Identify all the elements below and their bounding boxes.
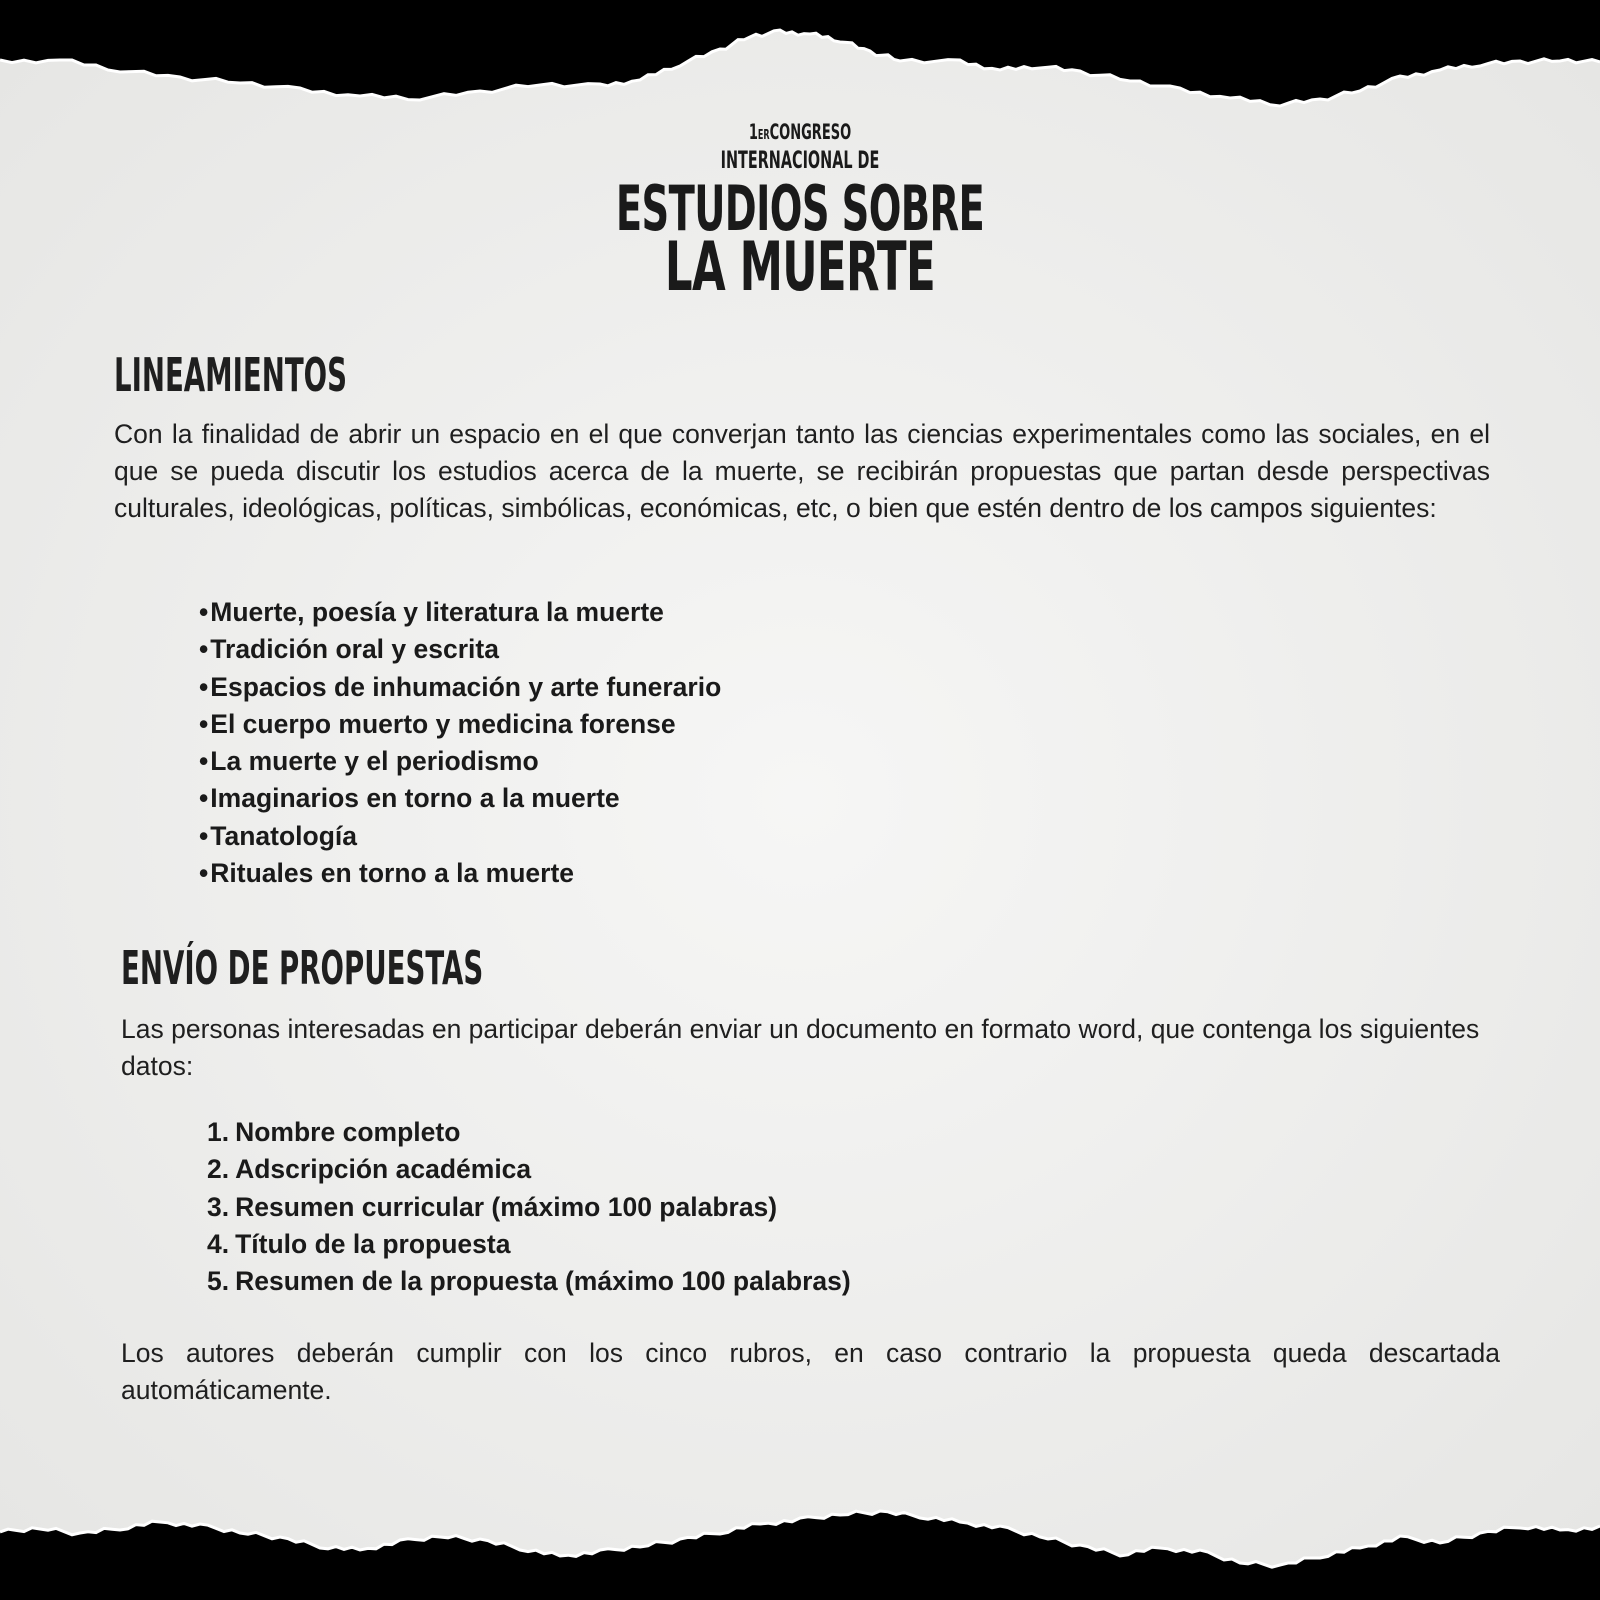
item-text: Título de la propuesta: [235, 1228, 511, 1259]
list-item: [207, 1114, 851, 1151]
list-item: [207, 1263, 851, 1300]
logo-congreso: [304, 122, 1296, 143]
bullet-icon: •: [199, 671, 209, 702]
required-data-list: [207, 1114, 851, 1300]
list-item: [199, 780, 721, 817]
topic-text: Imaginarios en torno a la muerte: [210, 783, 620, 814]
topic-text: La muerte y el periodismo: [210, 746, 539, 777]
topic-text: El cuerpo muerto y medicina forense: [210, 708, 676, 739]
bullet-icon: •: [199, 597, 209, 627]
logo-internacional: INTERNACIONAL DE: [720, 146, 880, 174]
bullet-icon: •: [199, 634, 209, 665]
item-number: 5.: [207, 1266, 230, 1297]
bullet-icon: •: [199, 783, 209, 814]
list-item: [199, 818, 721, 855]
item-text: Nombre completo: [235, 1117, 461, 1147]
topic-text: Tradición oral y escrita: [210, 634, 499, 665]
closing-paragraph: Los autores deberán cumplir con los cinco rubros, en caso contrario la propuesta queda descartada automáticamente.: [121, 1338, 1500, 1405]
topic-text: Rituales en torno a la muerte: [210, 858, 575, 889]
topics-list: [199, 594, 721, 892]
list-item: [199, 631, 721, 668]
logo-ordinal-suffix: ER: [757, 128, 770, 143]
list-item: [207, 1226, 851, 1263]
item-number: 3.: [207, 1191, 230, 1222]
item-number: 1.: [207, 1117, 230, 1147]
logo-ordinal: 1: [748, 120, 758, 144]
bullet-icon: •: [199, 708, 209, 739]
list-item: [207, 1151, 851, 1188]
list-item: [199, 669, 721, 706]
logo-estudios-sobre: ESTUDIOS SOBRE: [615, 172, 985, 245]
bullet-icon: •: [199, 858, 209, 889]
logo-la-muerte: LA MUERTE: [664, 228, 936, 307]
item-text: Adscripción académica: [235, 1154, 532, 1185]
bullet-icon: •: [199, 746, 209, 777]
list-item: [199, 855, 721, 892]
list-item: [199, 743, 721, 780]
list-item: [199, 594, 721, 631]
logo-congreso-text: CONGRESO: [769, 120, 852, 144]
topic-text: Tanatología: [210, 820, 358, 851]
item-text: Resumen de la propuesta (máximo 100 palabras): [235, 1266, 851, 1297]
item-text: Resumen curricular (máximo 100 palabras): [235, 1191, 778, 1222]
item-number: 2.: [207, 1154, 230, 1185]
topic-text: Muerte, poesía y literatura la muerte: [210, 597, 664, 627]
list-item: [207, 1189, 851, 1226]
topic-text: Espacios de inhumación y arte funerario: [210, 671, 722, 702]
lineamientos-paragraph: Con la finalidad de abrir un espacio en el que converjan tanto las ciencias experimentales como las sociales, en el que se pueda discutir los estudios acerca de la muerte, se recibirán propuestas que partan desde perspectivas culturales, ideológicas, políticas, simbólicas, económicas, etc, o bien que estén dentro de los campos siguientes:: [114, 419, 1490, 523]
envio-heading: ENVÍO DE PROPUESTAS: [121, 941, 484, 995]
lineamientos-heading: LINEAMIENTOS: [114, 348, 348, 402]
bullet-icon: •: [199, 820, 209, 851]
item-number: 4.: [207, 1228, 230, 1259]
envio-paragraph: Las personas interesadas en participar deberán enviar un documento en formato word, que contenga los siguientes datos:: [121, 1014, 1480, 1081]
list-item: [199, 706, 721, 743]
